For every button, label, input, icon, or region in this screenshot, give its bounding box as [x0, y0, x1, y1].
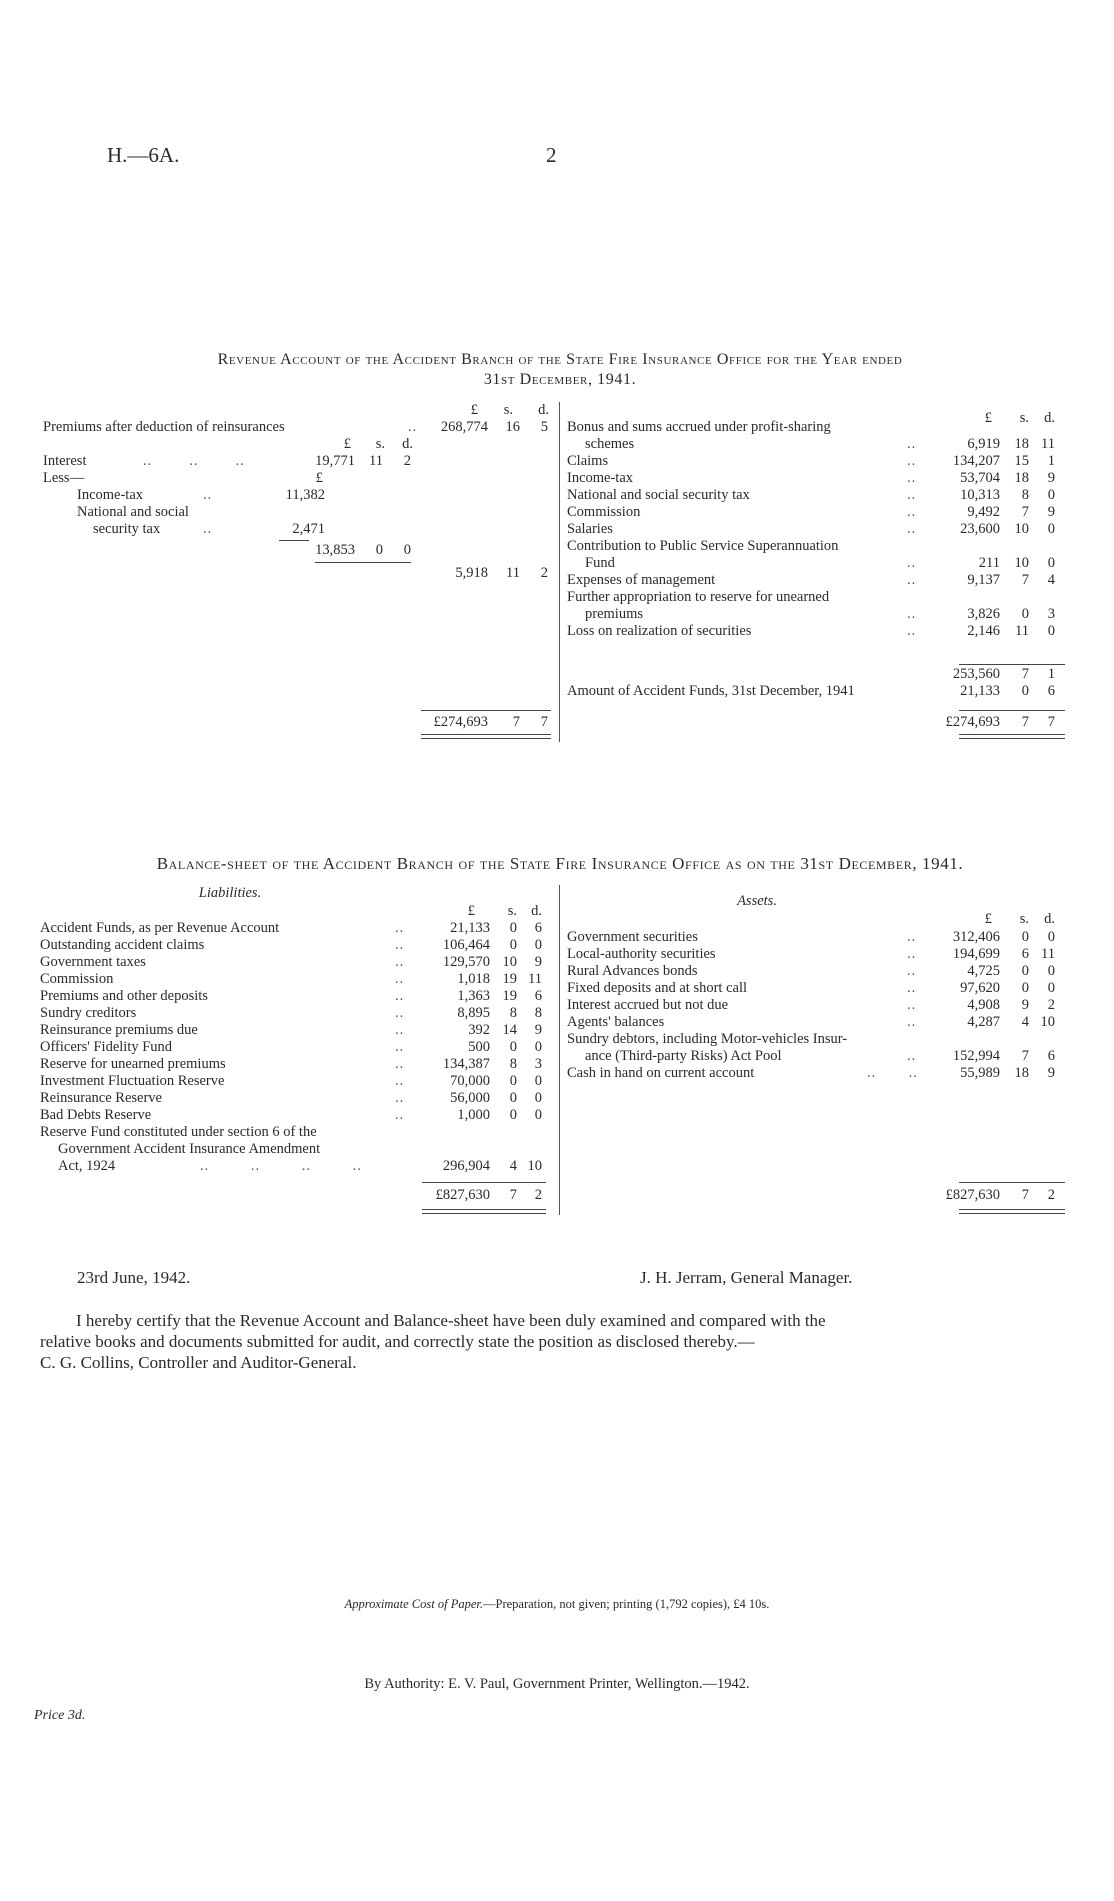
printer-authority: By Authority: E. V. Paul, Government Printer, Wellington.—1942.: [364, 1676, 750, 1692]
expense-label: Loss on realization of securities: [567, 623, 752, 639]
asset-pounds: 312,406: [952, 929, 1000, 945]
audit-certificate: [40, 1310, 1072, 1373]
liability-d: 0: [534, 1073, 542, 1089]
expense-label: Commission: [567, 504, 641, 520]
income-tax-deduction-value: 11,382: [285, 487, 325, 503]
net-interest-pounds: 5,918: [455, 565, 488, 581]
liability-d: 0: [534, 1090, 542, 1106]
expense-row: Claims .. 134,207 15 1: [567, 453, 1055, 469]
expense-row: Fund .. 211 10 0: [585, 555, 1055, 571]
expense-subtotal-s: 7: [1021, 666, 1029, 682]
asset-row: Rural Advances bonds .. 4,725 0 0: [567, 963, 1055, 979]
liability-s: 14: [502, 1022, 517, 1038]
interest-pound-head: £: [343, 436, 351, 452]
liability-pounds: 1,018: [457, 971, 490, 987]
asset-d: 11: [1041, 946, 1055, 962]
asset-s: 0: [1021, 980, 1029, 996]
expense-label-line1: [567, 538, 1072, 555]
liability-d: 6: [534, 920, 542, 936]
asset-pounds: 194,699: [952, 946, 1000, 962]
asset-label: Government securities: [567, 929, 698, 945]
accident-funds-s: 0: [1021, 683, 1029, 699]
revenue-account-title: [40, 350, 1080, 390]
expense-pounds: 23,600: [960, 521, 1000, 537]
certificate-line2: relative books and documents submitted for audit, and correctly state the position as disclosed thereby.—: [40, 1332, 755, 1351]
liability-s: 8: [509, 1005, 517, 1021]
sundry-debtors-row: ance (Third-party Risks) Act Pool .. 152,994 7 6: [585, 1048, 1055, 1064]
expense-row: Income-tax .. 53,704 18 9: [567, 470, 1055, 486]
liability-pounds: 70,000: [450, 1073, 490, 1089]
cash-s: 18: [1014, 1065, 1029, 1081]
document-reference: H.—6A.: [107, 143, 180, 167]
asset-row: Fixed deposits and at short call .. 97,620 0 0: [567, 980, 1055, 996]
accident-funds-label: Amount of Accident Funds, 31st December, 1941: [567, 683, 855, 699]
expense-d: 0: [1047, 521, 1055, 537]
asset-label: Rural Advances bonds: [567, 963, 698, 979]
asset-label: Interest accrued but not due: [567, 997, 729, 1013]
expense-row: premiums .. 3,826 0 3: [585, 606, 1055, 622]
revenue-title-line1: Revenue Account of the Accident Branch of the State Fire Insurance Office for the Year ended: [217, 351, 903, 368]
expense-subtotal-row: [567, 666, 1072, 683]
asset-row: Local-authority securities .. 194,699 6 11: [567, 946, 1055, 962]
expense-row: Commission .. 9,492 7 9: [567, 504, 1055, 520]
liabilities-heading: Liabilities.: [198, 885, 262, 901]
premiums-s: 16: [505, 419, 520, 435]
cash-label: Cash in hand on current account: [567, 1065, 755, 1081]
expense-row: National and social security tax .. 10,313 8 0: [567, 487, 1055, 503]
expense-label-line1: [567, 589, 1072, 606]
national-social-deduction-row: security tax .. 2,471: [93, 521, 325, 537]
asset-d-head: d.: [1044, 911, 1055, 927]
expense-s: 18: [1014, 436, 1029, 452]
expense-pound-head: £: [984, 410, 992, 426]
liability-label: Government taxes: [40, 954, 146, 970]
expense-row: schemes .. 6,919 18 11: [585, 436, 1055, 452]
liability-pounds: 134,387: [442, 1056, 490, 1072]
liability-d: 3: [534, 1056, 542, 1072]
liability-row: Reserve for unearned premiums .. 134,387 8 3: [40, 1056, 542, 1072]
expense-row: Loss on realization of securities .. 2,146 11 0: [567, 623, 1055, 639]
liability-label: Reinsurance premiums due: [40, 1022, 198, 1038]
expense-pounds: 2,146: [967, 623, 1000, 639]
liability-row: Reinsurance premiums due .. 392 14 9: [40, 1022, 542, 1038]
cash-row: Cash in hand on current account .. .. 55,989 18 9: [567, 1065, 1055, 1081]
deductions-pounds: 13,853: [315, 542, 355, 558]
asset-row: Agents' balances .. 4,287 4 10: [567, 1014, 1055, 1030]
net-interest-d: 2: [540, 565, 548, 581]
expense-label: Contribution to Public Service Superannuation: [567, 538, 839, 554]
asset-s: 0: [1021, 963, 1029, 979]
expense-pounds: 9,492: [967, 504, 1000, 520]
deductions-s: 0: [375, 542, 383, 558]
expense-label: Salaries: [567, 521, 613, 537]
reserve-fund-line3: Act, 1924: [58, 1158, 116, 1174]
liability-label: Premiums and other deposits: [40, 988, 208, 1004]
net-interest-s: 11: [506, 565, 520, 581]
premiums-pounds: 268,774: [440, 419, 488, 435]
liability-row: Investment Fluctuation Reserve .. 70,000 0 0: [40, 1073, 542, 1089]
interest-row: Interest .. .. .. 19,771 11 2: [43, 453, 411, 469]
liability-s: 0: [509, 1107, 517, 1123]
interest-gross-s: 11: [369, 453, 383, 469]
asset-pound-head: £: [984, 911, 992, 927]
certificate-line3: C. G. Collins, Controller and Auditor-General.: [40, 1353, 357, 1372]
interest-d-head: d.: [402, 436, 413, 452]
expense-d-head: d.: [1044, 410, 1055, 426]
expense-s: 18: [1014, 470, 1029, 486]
signoff-date: 23rd June, 1942.: [77, 1268, 191, 1287]
liability-row: Officers' Fidelity Fund .. 500 0 0: [40, 1039, 542, 1055]
assets-side: [567, 885, 1072, 1215]
asset-s: 6: [1021, 946, 1029, 962]
liability-pounds: 129,570: [442, 954, 490, 970]
liability-s: 0: [509, 1090, 517, 1106]
cash-d: 9: [1047, 1065, 1055, 1081]
expense-subtotal-pounds: 253,560: [952, 666, 1000, 682]
accident-funds-d: 6: [1047, 683, 1055, 699]
interest-s-head: s.: [375, 436, 385, 452]
accident-funds-pounds: 21,133: [960, 683, 1000, 699]
expense-d: 0: [1047, 487, 1055, 503]
expense-label: Expenses of management: [567, 572, 716, 588]
expense-s: 11: [1015, 623, 1029, 639]
deductions-d: 0: [403, 542, 411, 558]
expense-total-d: 7: [1047, 714, 1055, 730]
liability-label: Reserve for unearned premiums: [40, 1056, 226, 1072]
interest-label: Interest: [43, 453, 87, 469]
liability-row: Bad Debts Reserve .. 1,000 0 0: [40, 1107, 542, 1123]
income-total-pounds: £274,693: [433, 714, 488, 730]
liability-label: Reinsurance Reserve: [40, 1090, 162, 1106]
expense-row: Salaries .. 23,600 10 0: [567, 521, 1055, 537]
expense-pounds: 53,704: [960, 470, 1000, 486]
assets-total-s: 7: [1021, 1187, 1029, 1203]
revenue-income-side: [43, 402, 558, 742]
less-pound-head: £: [315, 470, 323, 486]
income-total-s: 7: [512, 714, 520, 730]
revenue-expenditure-side: [567, 402, 1072, 742]
deductions-row: [43, 542, 558, 559]
liabilities-total-pounds: £827,630: [435, 1187, 490, 1203]
sundry-debtors-line1: Sundry debtors, including Motor-vehicles Insur-: [567, 1031, 848, 1047]
sundry-debtors-line2: ance (Third-party Risks) Act Pool: [585, 1048, 782, 1064]
liability-d: 8: [534, 1005, 542, 1021]
liability-label: Outstanding accident claims: [40, 937, 205, 953]
less-label: Less—: [43, 470, 85, 486]
liability-pounds: 56,000: [450, 1090, 490, 1106]
national-social-label-line2: security tax: [93, 521, 161, 537]
assets-total-row: [567, 1187, 1072, 1204]
liability-d: 6: [534, 988, 542, 1004]
asset-pounds: 4,908: [967, 997, 1000, 1013]
assets-total-d: 2: [1047, 1187, 1055, 1203]
expense-s: 10: [1014, 555, 1029, 571]
expense-row: Expenses of management .. 9,137 7 4: [567, 572, 1055, 588]
expense-s-head: s.: [1019, 410, 1029, 426]
liability-row: Commission .. 1,018 19 11: [40, 971, 542, 987]
liability-pounds: 106,464: [442, 937, 490, 953]
liability-label: Investment Fluctuation Reserve: [40, 1073, 225, 1089]
expense-label: Bonus and sums accrued under profit-sharing: [567, 419, 831, 435]
expense-d: 1: [1047, 453, 1055, 469]
liability-d: 11: [528, 971, 542, 987]
liabilities-total-d: 2: [534, 1187, 542, 1203]
national-social-deduction-value: 2,471: [292, 521, 325, 537]
liability-row: Premiums and other deposits .. 1,363 19 6: [40, 988, 542, 1004]
expense-pounds: 211: [978, 555, 1000, 571]
income-tax-deduction-row: Income-tax .. 11,382: [77, 487, 325, 503]
expense-d: 3: [1047, 606, 1055, 622]
expense-s: 15: [1014, 453, 1029, 469]
expense-d: 0: [1047, 555, 1055, 571]
reserve-fund-line2: Government Accident Insurance Amendment: [58, 1141, 321, 1157]
asset-pounds: 4,287: [967, 1014, 1000, 1030]
liability-row: Accident Funds, as per Revenue Account .. 21,133 0 6: [40, 920, 542, 936]
reserve-fund-line1: Reserve Fund constituted under section 6 of the: [40, 1124, 317, 1140]
liability-d: 9: [534, 1022, 542, 1038]
liability-s: 0: [509, 1039, 517, 1055]
expense-d: 4: [1047, 572, 1055, 588]
income-d-head: d.: [538, 402, 549, 418]
liability-pounds: 1,000: [457, 1107, 490, 1123]
cost-text: —Preparation, not given; printing (1,792 copies), £4 10s.: [483, 1597, 770, 1611]
asset-d: 2: [1047, 997, 1055, 1013]
liability-label: Bad Debts Reserve: [40, 1107, 152, 1123]
expense-s: 7: [1021, 504, 1029, 520]
expense-s: 10: [1014, 521, 1029, 537]
interest-gross-d: 2: [403, 453, 411, 469]
income-total-d: 7: [540, 714, 548, 730]
asset-s-head: s.: [1019, 911, 1029, 927]
expense-d: 9: [1047, 504, 1055, 520]
net-interest-row: [43, 565, 558, 582]
premiums-d: 5: [540, 419, 548, 435]
asset-d: 0: [1047, 963, 1055, 979]
liability-label: Accident Funds, as per Revenue Account: [40, 920, 280, 936]
expense-pounds: 6,919: [967, 436, 1000, 452]
premiums-row: Premiums after deduction of reinsurances .. 268,774 16 5: [43, 419, 548, 435]
certificate-line1: I hereby certify that the Revenue Account and Balance-sheet have been duly examined and compared with the: [76, 1311, 826, 1330]
assets-heading: Assets.: [737, 893, 777, 909]
expense-d: 0: [1047, 623, 1055, 639]
liability-s: 0: [509, 920, 517, 936]
liability-row: Sundry creditors .. 8,895 8 8: [40, 1005, 542, 1021]
expense-label: Fund: [585, 555, 615, 571]
expense-pounds: 10,313: [960, 487, 1000, 503]
price: Price 3d.: [34, 1708, 86, 1723]
liability-s: 0: [509, 1073, 517, 1089]
expense-label: Further appropriation to reserve for unearned: [567, 589, 830, 605]
expense-d: 11: [1041, 436, 1055, 452]
liability-label: Officers' Fidelity Fund: [40, 1039, 173, 1055]
asset-row: Interest accrued but not due .. 4,908 9 2: [567, 997, 1055, 1013]
interest-gross-pounds: 19,771: [315, 453, 355, 469]
liability-pounds: 8,895: [457, 1005, 490, 1021]
reserve-fund-pounds: 296,904: [442, 1158, 490, 1174]
reserve-fund-d: 10: [527, 1158, 542, 1174]
asset-row: Government securities .. 312,406 0 0: [567, 929, 1055, 945]
expense-s: 8: [1021, 487, 1029, 503]
expense-pounds: 134,207: [952, 453, 1000, 469]
page-number: 2: [546, 143, 557, 167]
liab-d-head: d.: [531, 903, 542, 919]
expense-label: schemes: [585, 436, 635, 452]
cost-of-paper: [0, 1597, 1114, 1612]
sundry-debtors-s: 7: [1021, 1048, 1029, 1064]
cash-pounds: 55,989: [960, 1065, 1000, 1081]
revenue-divider: [559, 402, 560, 742]
liability-pounds: 500: [468, 1039, 490, 1055]
expense-d: 9: [1047, 470, 1055, 486]
premiums-label: Premiums after deduction of reinsurances: [43, 419, 285, 435]
expense-s: 7: [1021, 572, 1029, 588]
national-social-label-line1: National and social: [77, 504, 189, 520]
liability-s: 0: [509, 937, 517, 953]
liability-d: 0: [534, 1107, 542, 1123]
expense-pounds: 3,826: [967, 606, 1000, 622]
asset-s: 0: [1021, 929, 1029, 945]
reserve-fund-s: 4: [509, 1158, 517, 1174]
income-pound-head: £: [470, 402, 478, 418]
liability-d: 0: [534, 1039, 542, 1055]
balance-divider: [559, 885, 560, 1215]
expense-total-row: [567, 714, 1072, 731]
income-tax-label: Income-tax: [77, 487, 144, 503]
liab-s-head: s.: [507, 903, 517, 919]
expense-subtotal-d: 1: [1047, 666, 1055, 682]
liability-d: 0: [534, 937, 542, 953]
asset-s: 4: [1021, 1014, 1029, 1030]
liability-label: Commission: [40, 971, 114, 987]
expense-pounds: 9,137: [967, 572, 1000, 588]
liabilities-total-row: [40, 1187, 555, 1204]
balance-sheet-title: Balance-sheet of the Accident Branch of the State Fire Insurance Office as on the 31st December, 1941.: [156, 854, 964, 873]
liability-s: 10: [502, 954, 517, 970]
revenue-title-line2: 31st December, 1941.: [483, 371, 637, 388]
expense-label: National and social security tax: [567, 487, 750, 503]
asset-pounds: 97,620: [960, 980, 1000, 996]
assets-total-pounds: £827,630: [945, 1187, 1000, 1203]
asset-label: Agents' balances: [567, 1014, 665, 1030]
expense-label: premiums: [585, 606, 643, 622]
liability-s: 8: [509, 1056, 517, 1072]
reserve-fund-row: Act, 1924 .. .. .. .. 296,904 4 10: [58, 1158, 542, 1174]
signatory: J. H. Jerram, General Manager.: [640, 1268, 853, 1287]
liability-pounds: 1,363: [457, 988, 490, 1004]
expense-s: 0: [1021, 606, 1029, 622]
liab-pound-head: £: [467, 903, 475, 919]
asset-d: 0: [1047, 929, 1055, 945]
asset-label: Fixed deposits and at short call: [567, 980, 748, 996]
sundry-debtors-pounds: 152,994: [952, 1048, 1000, 1064]
liability-s: 19: [502, 988, 517, 1004]
cost-label: Approximate Cost of Paper.: [344, 1597, 483, 1611]
sundry-debtors-d: 6: [1047, 1048, 1055, 1064]
asset-d: 0: [1047, 980, 1055, 996]
liability-d: 9: [534, 954, 542, 970]
liability-pounds: 21,133: [450, 920, 490, 936]
asset-d: 10: [1040, 1014, 1055, 1030]
expense-label-line1: [567, 419, 1072, 436]
accident-funds-row: [567, 683, 1072, 700]
liability-row: Government taxes .. 129,570 10 9: [40, 954, 542, 970]
asset-pounds: 4,725: [967, 963, 1000, 979]
income-total-row: [43, 714, 558, 731]
expense-label: Income-tax: [567, 470, 634, 486]
expense-label: Claims: [567, 453, 609, 469]
liabilities-side: [40, 885, 555, 1215]
liability-pounds: 392: [468, 1022, 490, 1038]
expense-total-pounds: £274,693: [945, 714, 1000, 730]
liability-s: 19: [502, 971, 517, 987]
asset-s: 9: [1021, 997, 1029, 1013]
liability-label: Sundry creditors: [40, 1005, 137, 1021]
asset-label: Local-authority securities: [567, 946, 716, 962]
liability-row: Reinsurance Reserve .. 56,000 0 0: [40, 1090, 542, 1106]
liabilities-total-s: 7: [509, 1187, 517, 1203]
liability-row: Outstanding accident claims .. 106,464 0 0: [40, 937, 542, 953]
income-s-head: s.: [503, 402, 513, 418]
expense-total-s: 7: [1021, 714, 1029, 730]
